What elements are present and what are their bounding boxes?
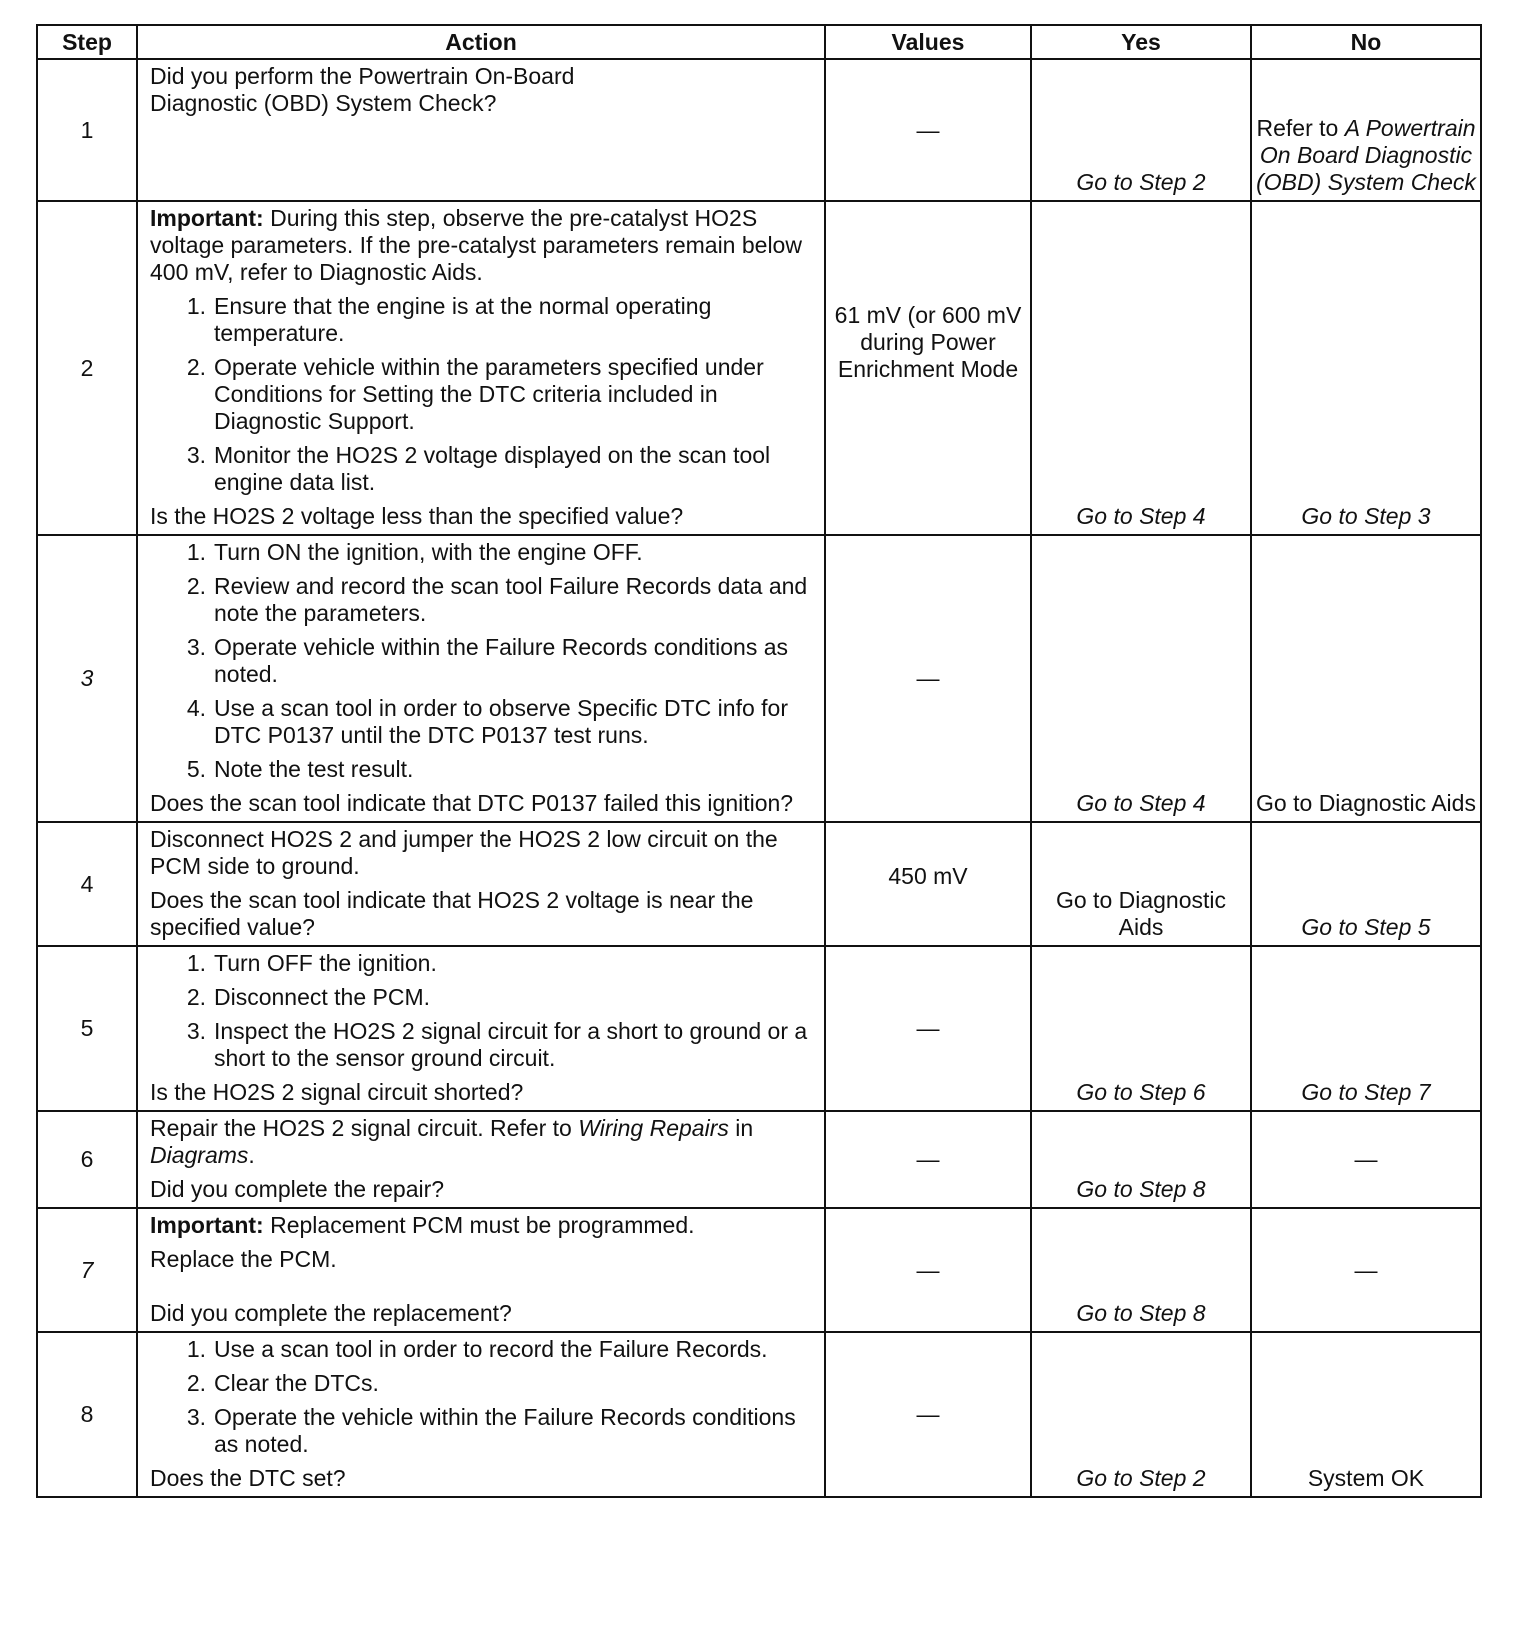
no-cell bbox=[1251, 201, 1481, 535]
yes-link[interactable]: Go to Step 2 bbox=[1076, 1465, 1206, 1491]
no-cell bbox=[1251, 1332, 1481, 1497]
list-item bbox=[150, 695, 814, 749]
action-text: Replace the PCM. bbox=[150, 1246, 337, 1272]
item-number: 4. bbox=[186, 695, 206, 721]
header-step: Step bbox=[37, 25, 137, 59]
no-result: System OK bbox=[1307, 1465, 1425, 1491]
list-item bbox=[150, 1336, 814, 1363]
values-cell bbox=[825, 59, 1031, 201]
action-cell bbox=[137, 1332, 825, 1497]
no-cell bbox=[1251, 535, 1481, 822]
action-steps-list bbox=[150, 293, 814, 496]
yes-link[interactable]: Go to Diagnostic Aids bbox=[1055, 887, 1227, 940]
values-text: 61 mV (or 600 mV during Power Enrichment Mode bbox=[834, 302, 1022, 382]
action-cell bbox=[137, 201, 825, 535]
values-cell bbox=[825, 1208, 1031, 1332]
step-number: 1 bbox=[37, 59, 137, 201]
item-number: 5. bbox=[186, 756, 206, 782]
action-steps-list bbox=[150, 539, 814, 783]
item-text: Disconnect the PCM. bbox=[214, 984, 431, 1010]
action-prefix: Repair the HO2S 2 signal circuit. Refer to bbox=[150, 1115, 572, 1141]
values-cell bbox=[825, 1332, 1031, 1497]
yes-cell bbox=[1031, 535, 1251, 822]
table-row-step-8 bbox=[37, 1332, 1481, 1497]
empty-value-dash: — bbox=[916, 1256, 940, 1283]
step-number: 5 bbox=[37, 946, 137, 1111]
step-number: 3 bbox=[37, 535, 137, 822]
action-cell bbox=[137, 946, 825, 1111]
item-text: Turn ON the ignition, with the engine OFF. bbox=[214, 539, 643, 565]
list-item bbox=[150, 634, 814, 688]
step-number: 6 bbox=[37, 1111, 137, 1208]
item-number: 1. bbox=[186, 539, 206, 565]
empty-value-dash: — bbox=[1354, 1256, 1378, 1283]
item-text: Operate the vehicle within the Failure Records conditions as noted. bbox=[214, 1404, 796, 1457]
list-item bbox=[150, 984, 814, 1011]
list-item bbox=[150, 1404, 814, 1458]
action-mid: in bbox=[735, 1115, 754, 1141]
list-item bbox=[150, 1018, 814, 1072]
item-number: 2. bbox=[186, 354, 206, 380]
diagrams-link[interactable]: Diagrams bbox=[150, 1142, 249, 1168]
list-item bbox=[150, 756, 814, 783]
action-text: Disconnect HO2S 2 and jumper the HO2S 2 low circuit on the PCM side to ground. bbox=[150, 826, 778, 879]
action-cell bbox=[137, 822, 825, 946]
yes-cell bbox=[1031, 1111, 1251, 1208]
step-number: 8 bbox=[37, 1332, 137, 1497]
header-no: No bbox=[1251, 25, 1481, 59]
item-number: 3. bbox=[186, 634, 206, 660]
empty-value-dash: — bbox=[916, 1015, 940, 1041]
list-item bbox=[150, 539, 814, 566]
header-values: Values bbox=[825, 25, 1031, 59]
list-item bbox=[150, 1370, 814, 1397]
diagnostic-table bbox=[36, 24, 1482, 1498]
empty-value-dash: — bbox=[916, 1401, 940, 1427]
no-link[interactable]: Go to Diagnostic Aids bbox=[1256, 790, 1476, 816]
table-row-step-6 bbox=[37, 1111, 1481, 1208]
empty-value-dash: — bbox=[916, 665, 940, 691]
item-text: Inspect the HO2S 2 signal circuit for a short to ground or a short to the sensor ground circuit. bbox=[214, 1018, 808, 1071]
item-number: 2. bbox=[186, 984, 206, 1010]
no-cell bbox=[1251, 946, 1481, 1111]
no-cell bbox=[1251, 59, 1481, 201]
yes-link[interactable]: Go to Step 8 bbox=[1076, 1300, 1206, 1326]
list-item bbox=[150, 442, 814, 496]
action-question: Is the HO2S 2 signal circuit shorted? bbox=[150, 1079, 524, 1105]
wiring-repairs-link[interactable]: Wiring Repairs bbox=[578, 1115, 729, 1141]
item-text: Operate vehicle within the parameters specified under Conditions for Setting the DTC criteria included in Diagnostic Support. bbox=[214, 354, 764, 434]
header-yes: Yes bbox=[1031, 25, 1251, 59]
important-text: Replacement PCM must be programmed. bbox=[270, 1212, 695, 1238]
no-link[interactable]: A Powertrain On Board Diagnostic (OBD) System Check bbox=[1256, 115, 1476, 195]
empty-value-dash: — bbox=[916, 1146, 940, 1172]
list-item bbox=[150, 293, 814, 347]
action-question: Does the DTC set? bbox=[150, 1465, 346, 1491]
action-question: Does the scan tool indicate that DTC P0137 failed this ignition? bbox=[150, 790, 794, 816]
yes-cell bbox=[1031, 946, 1251, 1111]
step-number: 7 bbox=[37, 1208, 137, 1332]
values-text: 450 mV bbox=[888, 863, 968, 889]
yes-cell bbox=[1031, 822, 1251, 946]
yes-cell bbox=[1031, 1208, 1251, 1332]
item-text: Use a scan tool in order to record the Failure Records. bbox=[214, 1336, 768, 1362]
action-cell bbox=[137, 59, 825, 201]
item-number: 1. bbox=[186, 293, 206, 319]
item-text: Turn OFF the ignition. bbox=[214, 950, 437, 976]
values-cell bbox=[825, 946, 1031, 1111]
list-item bbox=[150, 950, 814, 977]
no-prefix: Refer to bbox=[1256, 115, 1339, 141]
item-number: 2. bbox=[186, 1370, 206, 1396]
no-cell bbox=[1251, 822, 1481, 946]
item-text: Clear the DTCs. bbox=[214, 1370, 379, 1396]
list-item bbox=[150, 354, 814, 435]
item-number: 3. bbox=[186, 1404, 206, 1430]
important-label: Important: bbox=[150, 205, 264, 231]
yes-cell bbox=[1031, 1332, 1251, 1497]
action-steps-list bbox=[150, 1336, 814, 1458]
action-question: Did you complete the repair? bbox=[150, 1176, 445, 1202]
header-action: Action bbox=[137, 25, 825, 59]
values-cell bbox=[825, 201, 1031, 535]
values-cell bbox=[825, 822, 1031, 946]
action-question: Did you complete the replacement? bbox=[150, 1300, 512, 1326]
action-cell bbox=[137, 535, 825, 822]
diagnostic-table-sheet bbox=[36, 24, 1480, 1498]
important-text: During this step, observe the pre-catalyst HO2S voltage parameters. If the pre-catalyst parameters remain below 400 mV, refer to Diagnostic Aids. bbox=[150, 205, 802, 285]
yes-link[interactable]: Go to Step 6 bbox=[1076, 1079, 1206, 1105]
item-number: 1. bbox=[186, 950, 206, 976]
important-label: Important: bbox=[150, 1212, 264, 1238]
step-number: 2 bbox=[37, 201, 137, 535]
table-row-step-3 bbox=[37, 535, 1481, 822]
yes-cell bbox=[1031, 59, 1251, 201]
item-text: Use a scan tool in order to observe Specific DTC info for DTC P0137 until the DTC P0137 test runs. bbox=[214, 695, 788, 748]
important-note bbox=[150, 1212, 814, 1239]
values-cell bbox=[825, 1111, 1031, 1208]
header-row bbox=[37, 25, 1481, 59]
action-text: Did you perform the Powertrain On-Board Diagnostic (OBD) System Check? bbox=[150, 63, 575, 116]
empty-value-dash: — bbox=[916, 116, 940, 143]
important-note bbox=[150, 205, 814, 286]
values-cell bbox=[825, 535, 1031, 822]
yes-link[interactable]: Go to Step 8 bbox=[1076, 1176, 1206, 1202]
yes-link[interactable]: Go to Step 2 bbox=[1076, 169, 1206, 195]
action-question: Does the scan tool indicate that HO2S 2 voltage is near the specified value? bbox=[150, 887, 754, 940]
table-row-step-2 bbox=[37, 201, 1481, 535]
item-text: Monitor the HO2S 2 voltage displayed on the scan tool engine data list. bbox=[214, 442, 771, 495]
no-link[interactable]: Go to Step 7 bbox=[1301, 1079, 1431, 1105]
table-row-step-1 bbox=[37, 59, 1481, 201]
action-cell bbox=[137, 1111, 825, 1208]
action-text bbox=[150, 1115, 814, 1169]
item-number: 2. bbox=[186, 573, 206, 599]
yes-link[interactable]: Go to Step 4 bbox=[1076, 503, 1206, 529]
item-text: Ensure that the engine is at the normal operating temperature. bbox=[214, 293, 712, 346]
item-number: 3. bbox=[186, 442, 206, 468]
item-number: 1. bbox=[186, 1336, 206, 1362]
yes-link[interactable]: Go to Step 4 bbox=[1076, 790, 1206, 816]
action-end: . bbox=[248, 1142, 255, 1168]
yes-cell bbox=[1031, 201, 1251, 535]
action-question: Is the HO2S 2 voltage less than the specified value? bbox=[150, 503, 684, 529]
item-number: 3. bbox=[186, 1018, 206, 1044]
action-cell bbox=[137, 1208, 825, 1332]
no-link[interactable]: Go to Step 5 bbox=[1301, 914, 1431, 940]
table-row-step-5 bbox=[37, 946, 1481, 1111]
action-steps-list bbox=[150, 950, 814, 1072]
no-cell bbox=[1251, 1111, 1481, 1208]
no-link[interactable]: Go to Step 3 bbox=[1301, 503, 1431, 529]
item-text: Review and record the scan tool Failure Records data and note the parameters. bbox=[214, 573, 808, 626]
no-cell bbox=[1251, 1208, 1481, 1332]
step-number: 4 bbox=[37, 822, 137, 946]
item-text: Operate vehicle within the Failure Records conditions as noted. bbox=[214, 634, 789, 687]
table-row-step-7 bbox=[37, 1208, 1481, 1332]
item-text: Note the test result. bbox=[214, 756, 414, 782]
list-item bbox=[150, 573, 814, 627]
table-row-step-4 bbox=[37, 822, 1481, 946]
empty-value-dash: — bbox=[1354, 1146, 1378, 1172]
